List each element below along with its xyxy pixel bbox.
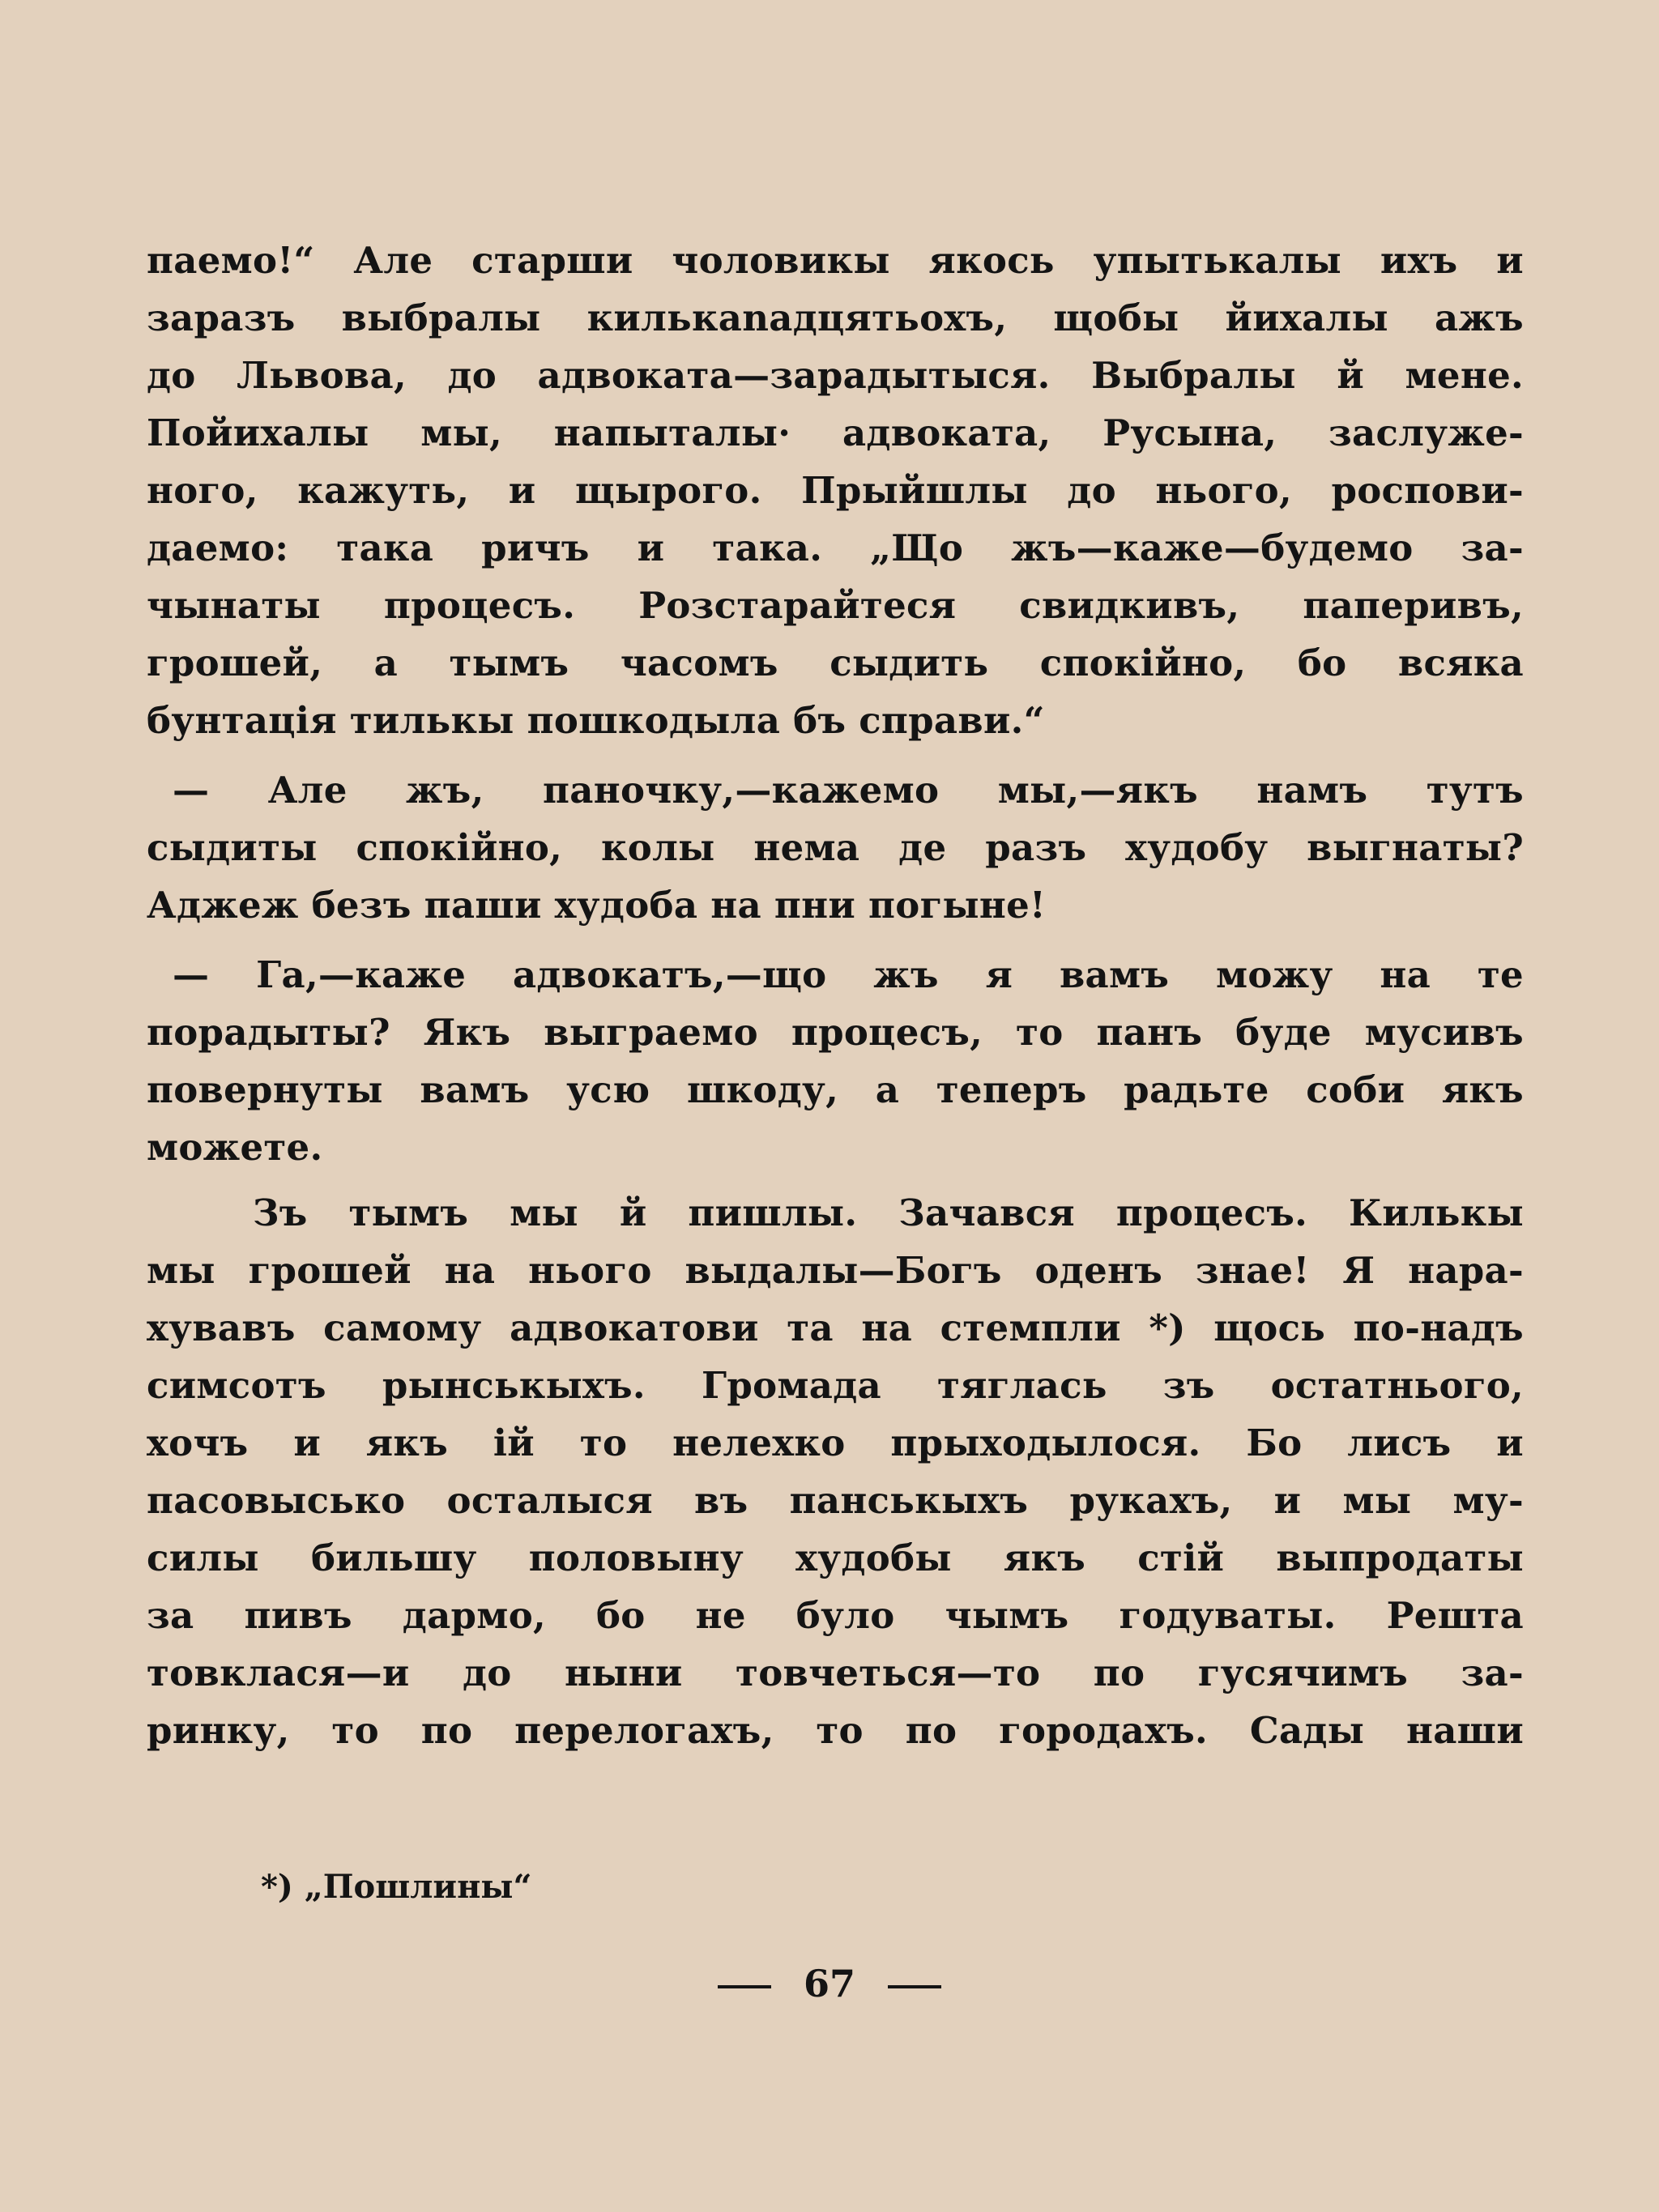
left-dash (718, 1985, 771, 1988)
text-line: за пивъ дармо, бо не було чымъ годуваты. Решта (147, 1594, 1524, 1637)
footnote: *) „Пошлины“ (261, 1868, 532, 1906)
text-line: хочъ и якъ ій то нелехко прыходылося. Бо лисъ и (147, 1421, 1524, 1464)
text-line: грошей, а тымъ часомъ сыдить спокійно, бо всяка (147, 641, 1524, 684)
text-line: мы грошей на нього выдалы—Богъ оденъ знае! Я нара- (147, 1249, 1524, 1292)
text-line: паемо!“ Але старши чоловикы якось упытькалы ихъ и (147, 239, 1524, 282)
text-line: повернуты вамъ усю шкоду, а теперъ радьте соби якъ (147, 1068, 1524, 1111)
text-line: ного, кажуть, и щырого. Прыйшлы до нього, роспови- (147, 469, 1524, 512)
text-line: товклася—и до ныни товчеться—то по гусячимъ за- (147, 1652, 1524, 1694)
page-number: 67 (803, 1962, 855, 2005)
text-line: порадыты? Якъ выграемо процесъ, то панъ буде мусивъ (147, 1011, 1524, 1054)
text-line: до Львова, до адвоката—зарадытыся. Выбралы й мене. (147, 354, 1524, 397)
text-line: Пойихалы мы, напыталы· адвоката, Русына, заслуже- (147, 411, 1524, 454)
text-line: пасовысько осталыся въ панськыхъ рукахъ, и мы му- (147, 1479, 1524, 1522)
text-line: симсотъ рынськыхъ. Громада тяглась зъ остатнього, (147, 1364, 1524, 1407)
text-line: чынаты процесъ. Розстарайтеся свидкивъ, паперивъ, (147, 584, 1524, 627)
text-line: хувавъ самому адвокатови та на стемпли *) щось по-надъ (147, 1306, 1524, 1349)
text-line: можете. (147, 1126, 323, 1169)
text-line: — Але жъ, паночку,—кажемо мы,—якъ намъ тутъ (173, 769, 1524, 812)
text-line: — Га,—каже адвокатъ,—що жъ я вамъ можу на те (173, 953, 1524, 996)
text-line: даемо: така ричъ и така. „Що жъ—каже—будемо за- (147, 526, 1524, 569)
right-dash (888, 1985, 941, 1988)
text-line: сыдиты спокійно, колы нема де разъ худобу выгнаты? (147, 826, 1524, 869)
text-line: Зъ тымъ мы й пишлы. Зачався процесъ. Килькы (253, 1191, 1524, 1234)
text-line: Аджеж безъ паши худоба на пни погыне! (147, 884, 1047, 927)
text-line: бунтація тилькы пошкодыла бъ справи.“ (147, 699, 1045, 742)
page-number-block (0, 1955, 1659, 2012)
text-line: заразъ выбралы килькanадцятьохъ, щобы йихалы ажъ (147, 296, 1524, 339)
text-line: ринку, то по перелогахъ, то по городахъ. Сады наши (147, 1709, 1524, 1752)
text-line: силы бильшу половыну худобы якъ стій выпродаты (147, 1536, 1524, 1579)
